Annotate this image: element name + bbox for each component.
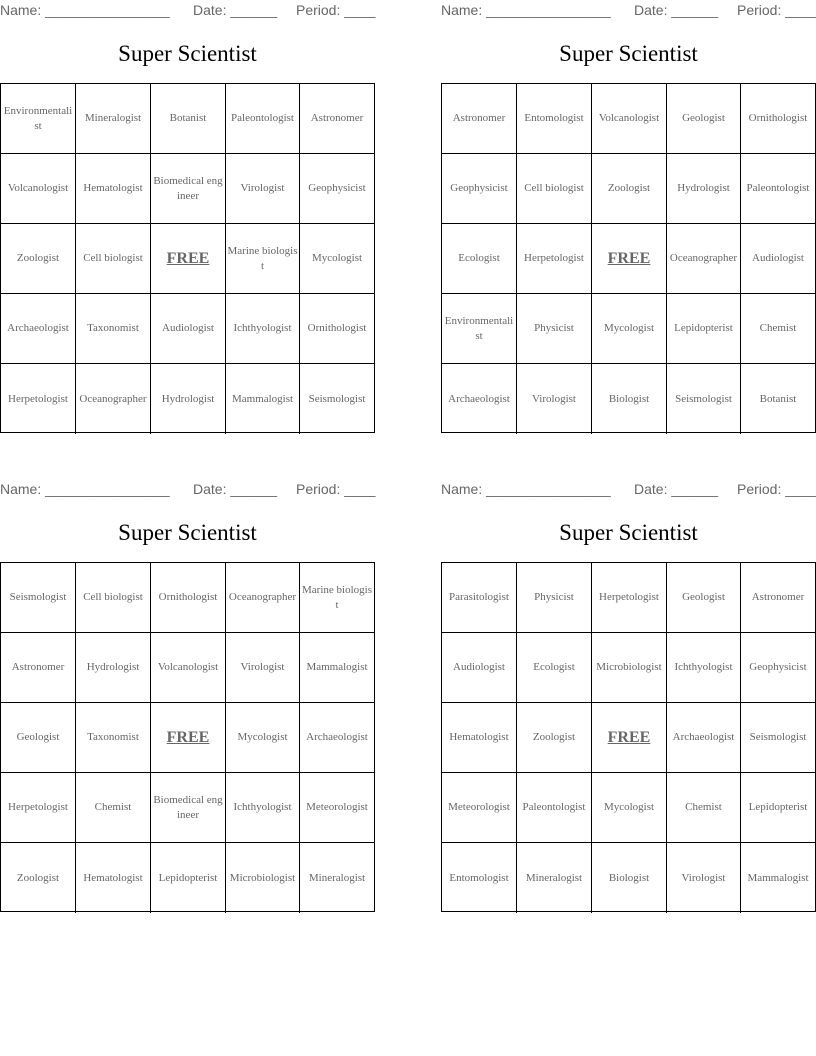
bingo-cell: Volcanologist [151,633,226,703]
bingo-cell: Virologist [226,633,300,703]
bingo-cell: Ornithologist [151,563,226,633]
bingo-cell: Audiologist [442,633,517,703]
bingo-cell: Mycologist [226,703,300,773]
bingo-cell: Herpetologist [592,563,667,633]
period-field-label: Period: ____ [737,481,816,497]
bingo-card-1 [0,0,375,435]
bingo-cell: Hydrologist [667,154,741,224]
bingo-cell: Environmentalist [442,294,517,364]
bingo-cell: Seismologist [308,392,366,405]
bingo-cell: Mammalogist [300,633,374,703]
date-field-label: Date: ______ [193,2,278,18]
bingo-cell: Hematologist [76,843,151,913]
bingo-cell: Oceanographer [76,364,151,434]
bingo-cell: Zoologist [592,154,667,224]
bingo-card-4 [441,479,816,914]
bingo-cell: Botanist [151,84,226,154]
bingo-cell: Marine biologist [226,224,300,294]
card-title: Super Scientist [118,520,257,545]
card-title: Super Scientist [118,41,257,66]
student-info-line [0,2,375,20]
name-field-label: Name: ________________ [441,2,611,18]
bingo-cell: Marine biologist [300,563,374,633]
bingo-grid [0,83,375,433]
free-space-cell: FREE [151,224,226,294]
bingo-cell: Meteorologist [442,773,517,843]
bingo-cell: Astronomer [442,84,517,154]
bingo-cell: Entomologist [517,84,592,154]
bingo-cell: Biomedical engineer [151,154,226,224]
bingo-grid [441,562,816,912]
bingo-cell: Ecologist [442,224,517,294]
bingo-cell: Virologist [226,154,300,224]
bingo-cell: Archaeologist [300,703,374,773]
bingo-cell: Paleontologist [741,154,815,224]
student-info-line [441,481,816,499]
bingo-cell: Zoologist [1,224,76,294]
bingo-cell: Geologist [667,84,741,154]
student-info-line [0,481,375,499]
bingo-cell: Mammalogist [747,871,809,884]
bingo-cell: Mammalogist [226,364,300,434]
bingo-cell: Mineralogist [517,843,592,913]
period-field-label: Period: ____ [737,2,816,18]
bingo-cell: Chemist [741,294,815,364]
bingo-cell: Seismologist [741,703,815,773]
bingo-cell: Zoologist [517,703,592,773]
bingo-cell: Hematologist [76,154,151,224]
free-space-cell: FREE [592,703,667,773]
bingo-cell: Ichthyologist [667,633,741,703]
bingo-cell: Oceanographer [226,563,300,633]
bingo-cell: Herpetologist [1,773,76,843]
bingo-cell: Archaeologist [1,294,76,364]
bingo-cell: Hydrologist [76,633,151,703]
name-field-label: Name: ________________ [441,481,611,497]
bingo-cell: Parasitologist [442,563,517,633]
bingo-cell: Paleontologist [517,773,592,843]
bingo-cell: Mycologist [300,224,374,294]
bingo-cell: Oceanographer [667,224,741,294]
bingo-cell: Cell biologist [517,154,592,224]
bingo-cell: Seismologist [1,563,76,633]
bingo-cell: Mycologist [592,294,667,364]
bingo-grid [441,83,816,433]
bingo-cell: Environmentalist [1,84,76,154]
bingo-cell: Biomedical engineer [151,773,226,843]
bingo-cell: Lepidopterist [151,843,226,913]
bingo-cell: Lepidopterist [741,773,815,843]
name-field-label: Name: ________________ [0,481,170,497]
student-info-line [441,2,816,20]
bingo-cell: Hydrologist [151,364,226,434]
bingo-card-3 [0,479,375,914]
bingo-cell: Chemist [667,773,741,843]
bingo-cell: Hematologist [442,703,517,773]
bingo-cell: Geologist [667,563,741,633]
bingo-cell: Ornithologist [741,84,815,154]
free-space-cell: FREE [592,224,667,294]
date-field-label: Date: ______ [634,481,719,497]
bingo-cell: Ichthyologist [226,773,300,843]
bingo-cell: Zoologist [1,843,76,913]
bingo-cell: Mycologist [592,773,667,843]
bingo-cell: Physicist [517,563,592,633]
date-field-label: Date: ______ [634,2,719,18]
bingo-cell: Audiologist [741,224,815,294]
bingo-cell: Meteorologist [300,773,374,843]
period-field-label: Period: ____ [296,2,376,18]
bingo-cell: Biologist [592,364,667,434]
bingo-grid [0,562,375,912]
date-field-label: Date: ______ [193,481,278,497]
card-title: Super Scientist [559,41,698,66]
bingo-cell: Chemist [76,773,151,843]
bingo-cell: Ecologist [517,633,592,703]
bingo-cell: Geophysicist [300,154,374,224]
bingo-cell: Virologist [517,364,592,434]
bingo-cell: Lepidopterist [667,294,741,364]
bingo-cell: Volcanologist [1,154,76,224]
bingo-cell: Cell biologist [76,563,151,633]
bingo-card-2 [441,0,816,435]
bingo-cell: Astronomer [300,84,374,154]
bingo-cell: Taxonomist [76,294,151,364]
bingo-cell: Mineralogist [308,871,366,884]
bingo-cell: Herpetologist [517,224,592,294]
bingo-cell: Audiologist [151,294,226,364]
bingo-cell: Microbiologist [592,633,667,703]
bingo-cell: Archaeologist [442,364,517,434]
bingo-cell: Physicist [517,294,592,364]
bingo-cell: Astronomer [741,563,815,633]
bingo-cell: Mineralogist [76,84,151,154]
bingo-cell: Seismologist [667,364,741,434]
name-field-label: Name: ________________ [0,2,170,18]
bingo-cell: Archaeologist [667,703,741,773]
bingo-cell: Herpetologist [1,364,76,434]
bingo-cell: Ichthyologist [226,294,300,364]
bingo-cell: Biologist [592,843,667,913]
bingo-cell: Paleontologist [226,84,300,154]
bingo-cell: Geologist [1,703,76,773]
bingo-cell: Botanist [759,392,797,405]
bingo-cell: Volcanologist [592,84,667,154]
bingo-cell: Geophysicist [741,633,815,703]
bingo-cell: Virologist [667,843,741,913]
card-title: Super Scientist [559,520,698,545]
bingo-cell: Ornithologist [300,294,374,364]
free-space-cell: FREE [151,703,226,773]
period-field-label: Period: ____ [296,481,376,497]
bingo-cell: Cell biologist [76,224,151,294]
bingo-cell: Astronomer [1,633,76,703]
bingo-cell: Taxonomist [76,703,151,773]
bingo-cell: Entomologist [442,843,517,913]
bingo-cell: Microbiologist [226,843,300,913]
bingo-cell: Geophysicist [442,154,517,224]
